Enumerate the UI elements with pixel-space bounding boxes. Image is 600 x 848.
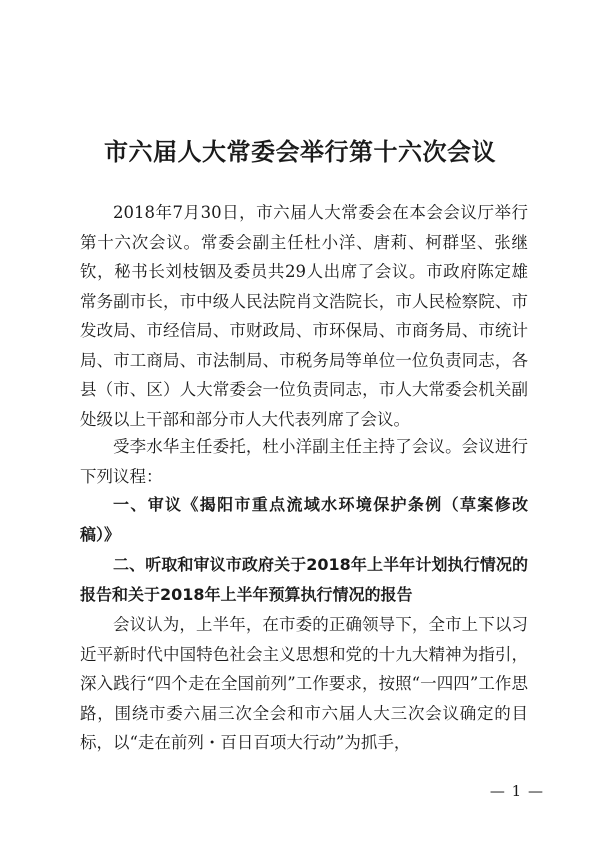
agenda-item-1-heading: 一、审议《揭阳市重点流域水环境保护条例（草案修改稿）》 — [80, 495, 528, 544]
document-title: 市六届人大常委会举行第十六次会议 — [104, 137, 496, 166]
paragraph-meeting-conclusion: 会议认为，上半年，在市委的正确领导下，全市上下以习近平新时代中国特色社会主义思想和党的十九大精神为指引，深入践行“四个走在全国前列”工作要求，按照“一四四”工作思路，围绕市委六届三次全会和市六届人大三次会议确定的目标，以“走在前列・百日百项大行动”为抓手， — [80, 615, 528, 752]
agenda-item-2-heading: 二、听取和审议市政府关于2018年上半年计划执行情况的报告和关于2018年上半年预算执行情况的报告 — [80, 555, 528, 604]
paragraph-meeting-attendance: 2018年7月30日，市六届人大常委会在本会会议厅举行第十六次会议。常委会副主任杜小洋、唐莉、柯群坚、张继钦，秘书长刘枝铟及委员共29人出席了会议。市政府陈定雄常务副市长，市中级人民法院肖文浩院长，市人民检察院、市发改局、市经信局、市财政局、市环保局、市商务局、市统计局、市工商局、市法制局、市税务局等单位一位负责同志，各县（市、区）人大常委会一位负责同志，市人大常委会机关副处级以上干部和部分市人大代表列席了会议。 — [80, 203, 528, 429]
paragraph-meeting-agenda-intro: 受李水华主任委托，杜小洋副主任主持了会议。会议进行下列议程： — [80, 437, 528, 486]
page-number: — 1 — — [489, 782, 544, 800]
